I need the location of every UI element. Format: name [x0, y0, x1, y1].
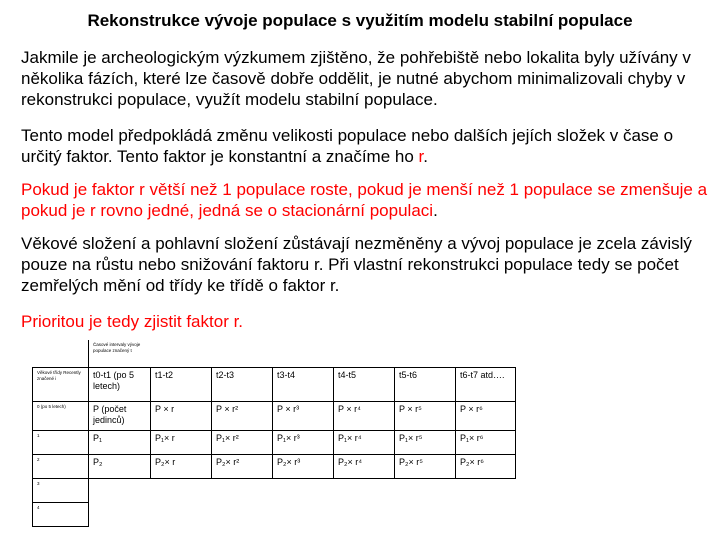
phase-header: t5-t6	[395, 367, 456, 401]
row-label: 3	[33, 478, 89, 502]
age-class-header: Věkové třídy Recently značené i	[33, 367, 89, 401]
table-row	[33, 401, 516, 430]
table-cell: P₂× r²	[212, 454, 273, 478]
page-title: Rekonstrukce vývoje populace s využitím modelu stabilní populace	[87, 11, 633, 30]
table-cell: P × r⁴	[334, 401, 395, 430]
row-label: 4	[33, 502, 89, 526]
table-cell: P₂× r³	[273, 454, 334, 478]
table-cell: P × r	[151, 401, 212, 430]
table-cell: P₁× r⁵	[395, 430, 456, 454]
paragraph-factor-rule	[21, 179, 711, 221]
table-cell: P₁× r⁶	[456, 430, 516, 454]
row-label: 0 (po 5 letech)	[33, 401, 89, 430]
table-cell: P₂× r	[151, 454, 212, 478]
table-row	[33, 502, 516, 526]
paragraph-model-end: .	[423, 147, 428, 166]
phase-header: t6-t7 atd….	[456, 367, 516, 401]
table-row	[33, 478, 516, 502]
row-label: 2	[33, 454, 89, 478]
factor-r-highlight: r	[418, 147, 424, 166]
table-cell: P (počet jedinců)	[89, 401, 151, 430]
phase-header: t1-t2	[151, 367, 212, 401]
paragraph-factor-rule-end: .	[433, 201, 438, 220]
table-row	[33, 454, 516, 478]
population-model-table	[32, 340, 516, 527]
table-cell: P₂× r⁶	[456, 454, 516, 478]
paragraph-model	[21, 125, 711, 167]
table-cell: P × r⁶	[456, 401, 516, 430]
table-phase-header-row	[33, 367, 516, 401]
row-label: 1	[33, 430, 89, 454]
table-cell: P₁× r²	[212, 430, 273, 454]
paragraph-intro: Jakmile je archeologickým výzkumem zjištěno, že pohřebiště nebo lokalita byly užívány v několika fázích, které lze časově dobře oddělit, je nutné abychom minimalizovali chyby v rekonstrukci populace, využít modelu stabilní populace.	[21, 48, 691, 109]
table-cell: P₂× r⁴	[334, 454, 395, 478]
time-intervals-note: Časové intervaly vývoje populace značený t	[93, 342, 141, 353]
paragraph-priority: Prioritou je tedy zjistit faktor r.	[21, 312, 244, 331]
phase-header: t3-t4	[273, 367, 334, 401]
table-cell: P × r²	[212, 401, 273, 430]
table-cell: P × r³	[273, 401, 334, 430]
table-cell: P₁× r⁴	[334, 430, 395, 454]
table-cell: P₁	[89, 430, 151, 454]
table-cell: P₁× r	[151, 430, 212, 454]
table-cell: P₁× r³	[273, 430, 334, 454]
table-cell: P₂× r⁵	[395, 454, 456, 478]
table-cell: P × r⁵	[395, 401, 456, 430]
table-row	[33, 430, 516, 454]
table-header-note-row	[33, 340, 516, 367]
phase-header: t0-t1 (po 5 letech)	[89, 367, 151, 401]
paragraph-factor-rule-text: Pokud je faktor r větší než 1 populace roste, pokud je menší než 1 populace se zmenšuje a pokud je r rovno jedné, jedná se o stacionární populaci	[21, 180, 708, 220]
phase-header: t4-t5	[334, 367, 395, 401]
paragraph-composition: Věkové složení a pohlavní složení zůstávají nezměněny a vývoj populace je zcela závislý pouze na růstu nebo snižování faktoru r. Při vlastní rekonstrukci populace tedy se počet zemřelých mění od třídy ke třídě o faktor r.	[21, 234, 692, 295]
paragraph-model-text: Tento model předpokládá změnu velikosti populace nebo dalších jejích složek v čase o určitý faktor. Tento faktor je konstantní a značíme ho	[21, 126, 674, 166]
phase-header: t2-t3	[212, 367, 273, 401]
table-cell: P₂	[89, 454, 151, 478]
